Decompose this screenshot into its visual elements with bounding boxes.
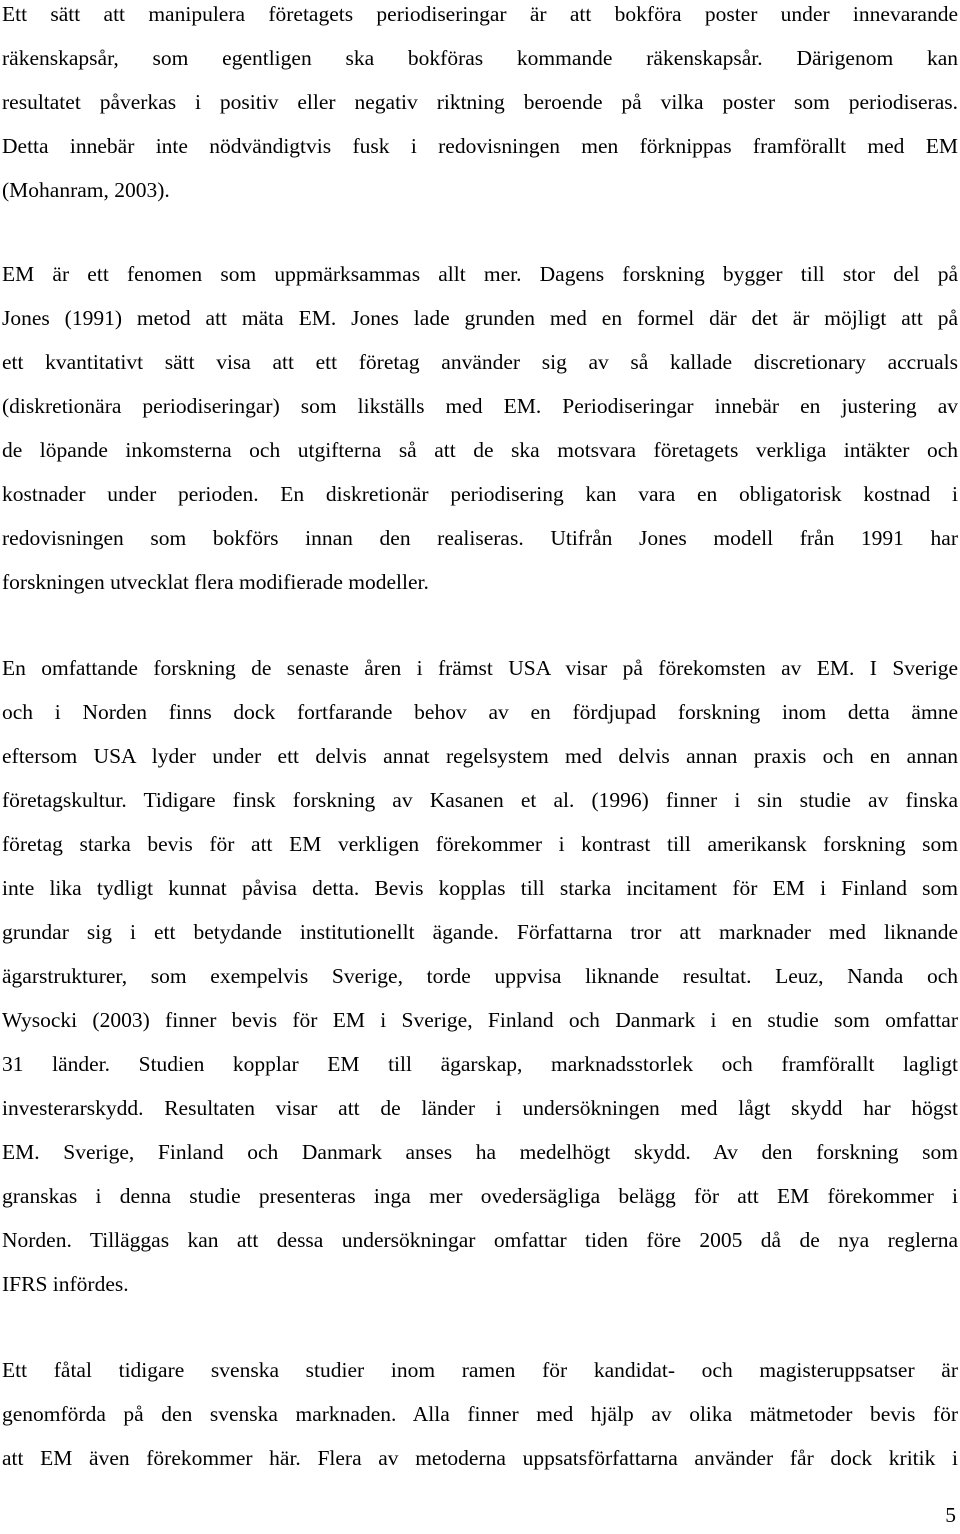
text-line: granskas i denna studie presenteras inga mer ovedersägliga belägg för att EM förekommer i [2, 1184, 958, 1208]
text-line: företagskultur. Tidigare finsk forskning av Kasanen et al. (1996) finner i sin studie av finska [2, 788, 958, 812]
text-line: forskningen utvecklat flera modifierade modeller. [2, 570, 429, 594]
text-line: EM. Sverige, Finland och Danmark anses ha medelhögt skydd. Av den forskning som [2, 1140, 958, 1164]
text-line: företag starka bevis för att EM verkligen förekommer i kontrast till amerikansk forskning som [2, 832, 958, 856]
text-line: redovisningen som bokförs innan den realiseras. Utifrån Jones modell från 1991 har [2, 526, 958, 550]
text-line: 31 länder. Studien kopplar EM till ägarskap, marknadsstorlek och framförallt lagligt [2, 1052, 958, 1076]
text-line: En omfattande forskning de senaste åren i främst USA visar på förekomsten av EM. I Sverige [2, 656, 958, 680]
text-line: ägarstrukturer, som exempelvis Sverige, torde uppvisa liknande resultat. Leuz, Nanda och [2, 964, 958, 988]
text-line: inte lika tydligt kunnat påvisa detta. Bevis kopplas till starka incitament för EM i Finland som [2, 876, 958, 900]
text-line: ett kvantitativt sätt visa att ett företag använder sig av så kallade discretionary accruals [2, 350, 958, 374]
text-line: de löpande inkomsterna och utgifterna så att de ska motsvara företagets verkliga intäkter och [2, 438, 958, 462]
text-line: investerarskydd. Resultaten visar att de länder i undersökningen med lågt skydd har högst [2, 1096, 958, 1120]
text-line: att EM även förekommer här. Flera av metoderna uppsatsförfattarna använder får dock kritik i [2, 1446, 958, 1470]
page-number: 5 [945, 1503, 956, 1527]
text-line: Ett fåtal tidigare svenska studier inom ramen för kandidat- och magisteruppsatser är [2, 1358, 958, 1382]
text-line: räkenskapsår, som egentligen ska bokföras kommande räkenskapsår. Därigenom kan [2, 46, 958, 70]
text-line: eftersom USA lyder under ett delvis annat regelsystem med delvis annan praxis och en annan [2, 744, 958, 768]
text-line: (diskretionära periodiseringar) som likställs med EM. Periodiseringar innebär en justering av [2, 394, 958, 418]
text-line: (Mohanram, 2003). [2, 178, 170, 202]
text-line: och i Norden finns dock fortfarande behov av en fördjupad forskning inom detta ämne [2, 700, 958, 724]
text-line: Ett sätt att manipulera företagets periodiseringar är att bokföra poster under innevarande [2, 2, 958, 26]
text-line: kostnader under perioden. En diskretionär periodisering kan vara en obligatorisk kostnad i [2, 482, 958, 506]
text-line: resultatet påverkas i positiv eller negativ riktning beroende på vilka poster som periodiseras. [2, 90, 958, 114]
text-line: EM är ett fenomen som uppmärksammas allt mer. Dagens forskning bygger till stor del på [2, 262, 958, 286]
text-line: Jones (1991) metod att mäta EM. Jones lade grunden med en formel där det är möjligt att på [2, 306, 958, 330]
text-line: Norden. Tilläggas kan att dessa undersökningar omfattar tiden före 2005 då de nya reglerna [2, 1228, 958, 1252]
text-line: genomförda på den svenska marknaden. Alla finner med hjälp av olika mätmetoder bevis för [2, 1402, 958, 1426]
text-line: Detta innebär inte nödvändigtvis fusk i redovisningen men förknippas framförallt med EM [2, 134, 958, 158]
text-line: IFRS infördes. [2, 1272, 129, 1296]
text-line: Wysocki (2003) finner bevis för EM i Sverige, Finland och Danmark i en studie som omfattar [2, 1008, 958, 1032]
text-line: grundar sig i ett betydande institutionellt ägande. Författarna tror att marknader med liknande [2, 920, 958, 944]
